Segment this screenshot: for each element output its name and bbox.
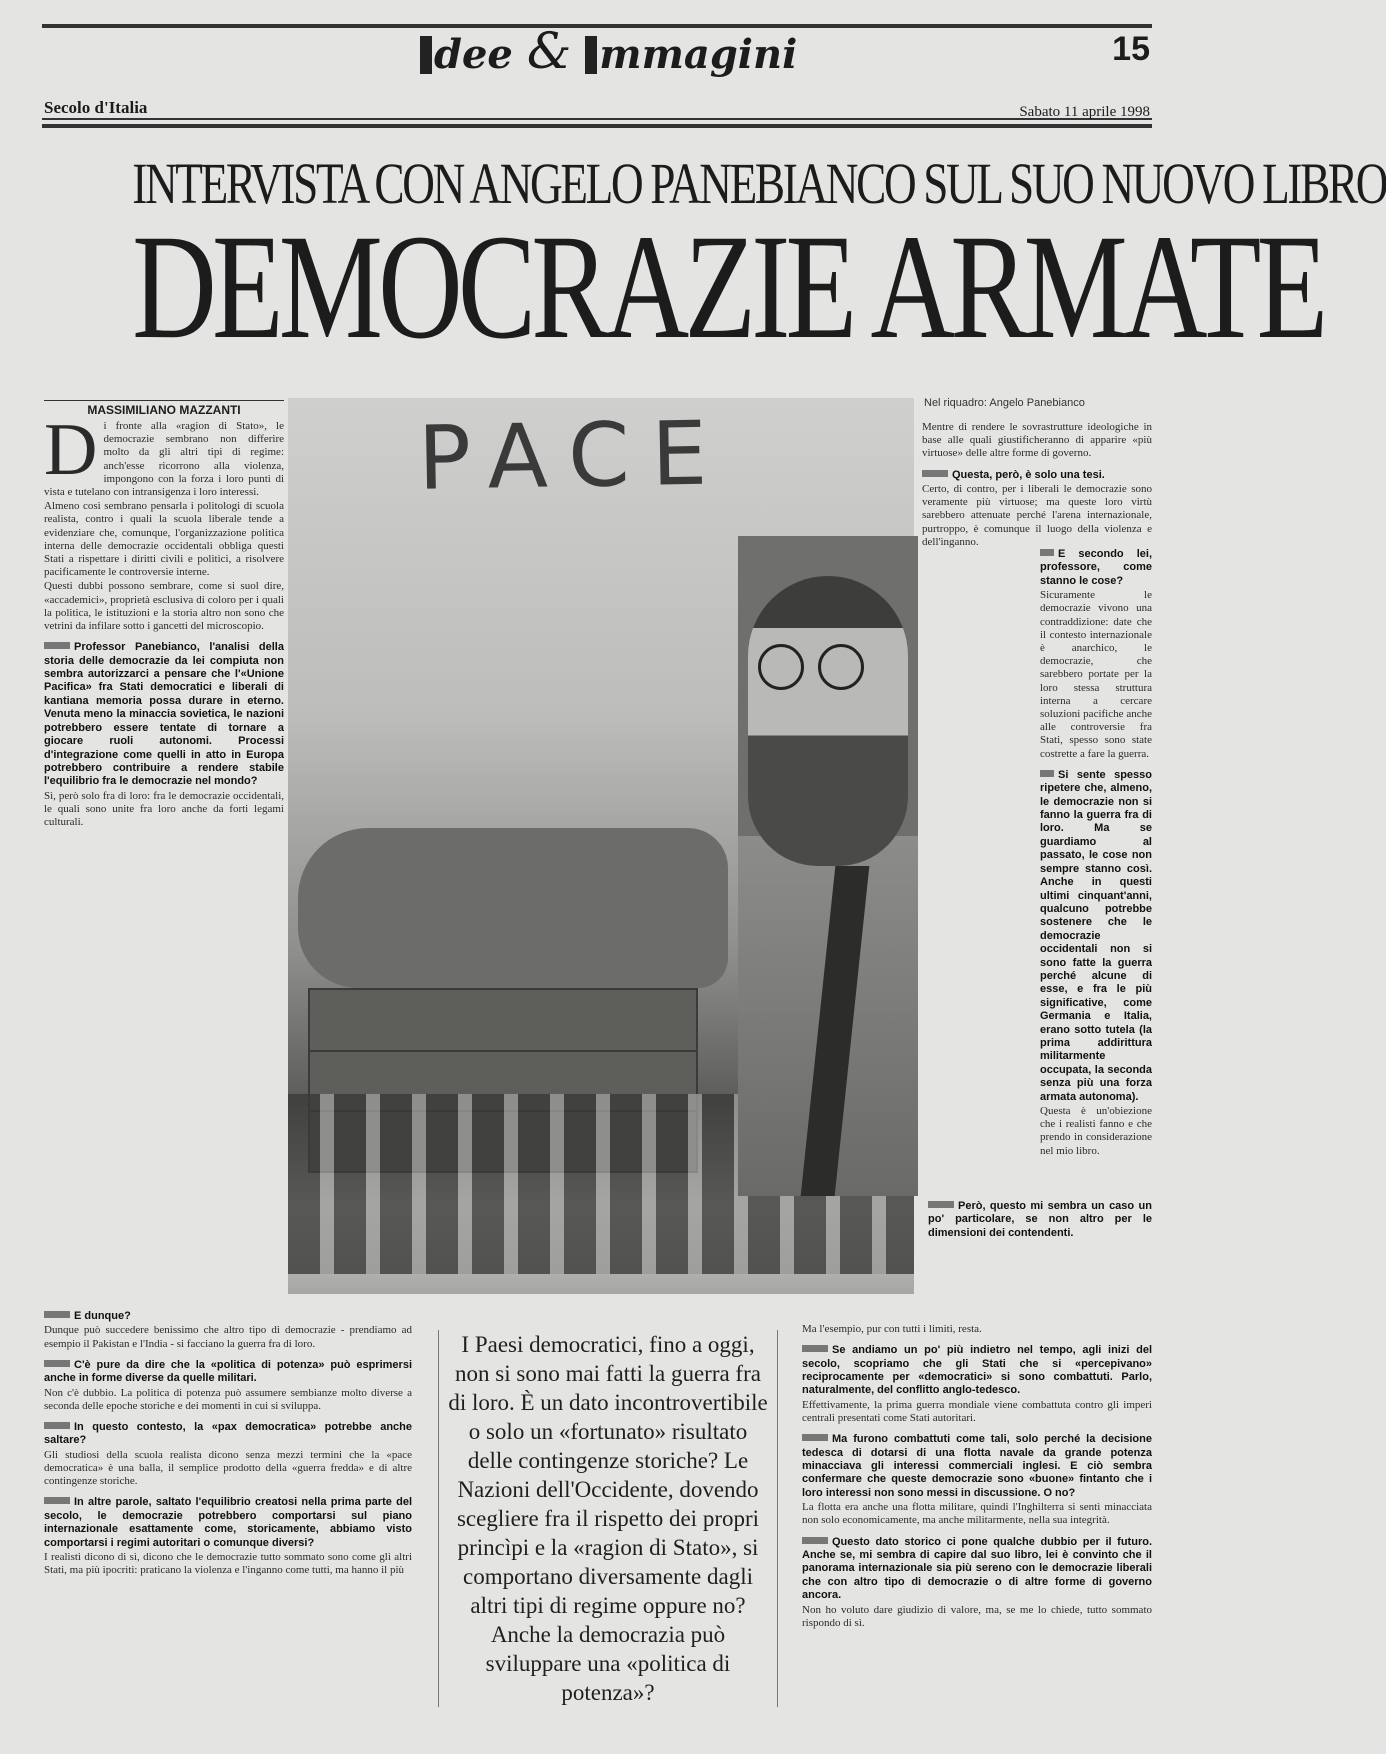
question-marker — [44, 642, 70, 649]
masthead-mid-rule — [42, 118, 1152, 120]
question-marker — [802, 1537, 828, 1544]
section-initial-bar — [420, 36, 432, 74]
glasses-icon — [758, 644, 878, 684]
issue-date: Sabato 11 aprile 1998 — [1019, 104, 1150, 120]
page-number: 15 — [1112, 30, 1150, 68]
question-text — [44, 1421, 412, 1448]
dropcap: D — [44, 409, 98, 491]
question-text — [922, 469, 1152, 482]
answer-text: Dunque può succedere benissimo che altro tipo di democrazie - prendiamo ad esempio il Pakistan e l'India - si facciano la guerra fra di loro. — [44, 1324, 412, 1350]
column-bottom-left — [44, 1302, 412, 1732]
question-text: Ma furono combattuti come tali, solo perché la decisione tedesca di dotarsi di una flotta navale da grande potenza minacciava gli interessi commerciali inglesi. E ciò sembra confermare che queste democrazie sono «buone» fintanto che i loro interessi non sono messi in discussione. O no? — [802, 1433, 1152, 1499]
question-marker — [922, 470, 948, 477]
pull-quote: I Paesi democratici, fino a oggi, non si sono mai fatti la guerra fra di loro. È un dato incontrovertibile o solo un «fortunato» risultato delle contingenze storiche? Le Nazioni dell'Occidente, dovendo scegliere fra il rispetto dei propri princìpi e la «ragion di Stato», si comportano diversamente dagli altri tipi di regime oppure no? Anche la democrazia può sviluppare una «politica di potenza»? — [438, 1330, 778, 1707]
section-word-1: dee — [434, 31, 513, 78]
question-marker — [44, 1360, 70, 1367]
question-marker — [802, 1434, 828, 1441]
question-text: Se andiamo un po' più indietro nel tempo, agli inizi del secolo, scopriamo che gli Stati che si «percepivano» reciprocamente per «democratici» si sono combattuti. Parlo, naturalmente, del conflitto anglo-tedesco. — [802, 1344, 1152, 1397]
article-byline: MASSIMILIANO MAZZANTI — [44, 400, 284, 417]
question-text: E secondo lei, professore, come stanno le cose? — [1040, 548, 1152, 587]
portrait-face — [748, 576, 908, 866]
answer-text: Certo, di contro, per i liberali le democrazie sono veramente più virtuose; ma queste loro virtù sarebbero attenuate perché l'arena internazionale, purtroppo, è comunque il luogo della violenza e dell'inganno. — [922, 483, 1152, 548]
photo-caption: Nel riquadro: Angelo Panebianco — [924, 397, 1085, 409]
section-ampersand: & — [526, 22, 572, 80]
question-text: C'è pure da dire che la «politica di potenza» può esprimersi anche in forme diverse da quelle militari. — [44, 1358, 412, 1385]
question-marker — [44, 1422, 70, 1429]
question-marker — [44, 1311, 70, 1318]
question-text: In questo contesto, la «pax democratica» potrebbe anche saltare? — [44, 1421, 412, 1447]
answer-text: Non c'è dubbio. La politica di potenza può assumere sembianze molto diverse a seconda delle epoche storiche e dei momenti in cui si sviluppa. — [44, 1386, 412, 1412]
question-marker — [802, 1345, 828, 1352]
answer-text: Almeno così sembrano pensarla i politologi di scuola realista, contro i quali la scuola liberale tende a evidenziare che, comunque, l'organizzazione politica interna delle democrazie occidentali obbliga questi Stati a rispettare i diritti civili e politici, a risolvere pacificamente le controversie interne. — [44, 500, 284, 579]
section-word-2: mmagini — [599, 31, 798, 78]
intro-paragraph: i fronte alla «ragion di Stato», le democrazie sembrano non differire molto da gli altri tipi di regime: anch'esse ricorrono alla violenza, impongono con la forza i loro punti di vista e tutelano con intransigenza i loro interessi. — [44, 420, 284, 499]
answer-text: Non ho voluto dare giudizio di valore, ma, se me lo chiede, tutto sommato rispondo di sì. — [802, 1603, 1152, 1629]
answer-text: Questi dubbi possono sembrare, come si suol dire, «accademici», proprietà esclusiva di coloro per i quali la politica, le istituzioni e la storia altro non sono che vetrini da infilare sotto i gancetti del microscopio. — [44, 580, 284, 633]
question-text — [1040, 769, 1152, 1104]
column-right-narrow — [1040, 540, 1152, 1186]
question-marker — [928, 1201, 954, 1208]
answer-text: Gli studiosi della scuola realista dicono senza mezzi termini che la «pace democratica» è una balla, il semplice prodotto della «guerra fredda» e di altre contingenze storiche. — [44, 1448, 412, 1488]
answer-text: Questa è un'obiezione che i realisti fanno e che prendo in considerazione nel mio libro. — [1040, 1105, 1152, 1157]
answer-text: Sicuramente le democrazie vivono una contraddizione: date che il contesto internazionale è anarchico, le democrazie, che sarebbero portate per la loro stessa struttura interna a cercare soluzioni pacifiche anche alle controversie fra Stati, spesso sono state costrette a fare la guerra. — [1040, 589, 1152, 760]
answer-text: I realisti dicono di sì, dicono che le democrazie tutto sommato sono come gli altri Stati, ma più ipocriti: praticano la violenza e l'inganno come tutti, ma hanno il più — [44, 1551, 412, 1577]
question-marker — [1040, 549, 1054, 556]
section-initial-bar-2 — [585, 36, 597, 74]
answer-text: Mentre di rendere le sovrastrutture ideologiche in base alle quali giustificheranno di apparire «più virtuose» delle altre forme di governo. — [922, 421, 1152, 460]
paper-name: Secolo d'Italia — [44, 98, 148, 117]
sleeping-figure — [298, 828, 728, 988]
question-text: Si sente spesso ripetere che, almeno, le democrazie non si fanno la guerra fra di loro. Ma se guardiamo al passato, le cose non sempre stanno così. Anche in questi ultimi cinquant'anni, qualcuno potrebbe sostenere che le democrazie occidentali non si sono fatte la guerra perché alcune di esse, e fra le più significative, come Germania e Italia, erano sotto tutela (la prima addirittura militarmente occupata, la seconda senza più una forza armata autonoma). — [1040, 768, 1152, 1103]
answer-text: La flotta era anche una flotta militare, quindi l'Inghilterra si sentì minacciata non solo economicamente, ma anche militarmente, nella sua integrità. — [802, 1501, 1152, 1527]
section-title — [420, 22, 797, 80]
article-headline: DEMOCRAZIE ARMATE — [132, 204, 1324, 370]
answer-text: Sì, però solo fra di loro: fra le democrazie occidentali, le quali sono unite fra loro anche da forti legami culturali. — [44, 789, 284, 829]
question-text — [928, 1200, 1152, 1240]
pace-graffiti: PACE — [417, 401, 731, 510]
question-text — [44, 1496, 412, 1550]
question-text — [44, 1359, 412, 1386]
masthead-bottom-rule — [42, 124, 1152, 128]
question-marker — [1040, 770, 1054, 777]
question-text: Però, questo mi sembra un caso un po' particolare, se non altro per le dimensioni dei contendenti. — [928, 1200, 1152, 1239]
question-text: E dunque? — [74, 1310, 131, 1322]
question-text — [802, 1344, 1152, 1398]
answer-text: Ma l'esempio, pur con tutti i limiti, resta. — [802, 1323, 982, 1335]
question-text: Professor Panebianco, l'analisi della storia delle democrazie da lei compiuta non sembra autorizzarci a pensare che l'«Unione Pacifica» fra Stati democratici e liberali di kantiana memoria possa durare in eterno. Venuta meno la minaccia sovietica, le nazioni potrebbero essere tentate di tornare a giocare ruoli autonomi. Processi d'integrazione come quelli in atto in Europa potrebbero contribuire a rendere stabile l'equilibrio fra le democrazie nel mondo? — [44, 641, 284, 788]
question-text: Questa, però, è solo una tesi. — [952, 468, 1105, 481]
question-text — [44, 641, 284, 788]
question-text: In altre parole, saltato l'equilibrio creatosi nella prima parte del secolo, le democrazie potrebbero comportarsi sul piano internazionale esattamente come, storicamente, abbiamo visto comportarsi i regimi autoritari o comunque diversi? — [44, 1496, 412, 1549]
column-right-bottom — [928, 1192, 1152, 1302]
article-kicker: INTERVISTA CON ANGELO PANEBIANCO SUL SUO NUOVO LIBRO — [132, 151, 1386, 216]
column-right-top — [922, 420, 1152, 548]
answer-text: Effettivamente, la prima guerra mondiale viene combattuta contro gli imperi centrali presentati come Stati autoritari. — [802, 1398, 1152, 1425]
question-text — [802, 1536, 1152, 1603]
question-text — [802, 1433, 1152, 1500]
question-text: Questo dato storico ci pone qualche dubbio per il futuro. Anche se, mi sembra di capire dal suo libro, lei è convinto che il panorama internazionale sia più sereno con le democrazie liberali che con altro tipo di democrazie o di altre forme di governo ancora. — [802, 1535, 1152, 1602]
portrait-photo — [738, 536, 918, 1190]
question-text — [1040, 548, 1152, 588]
column-bottom-right — [802, 1322, 1152, 1732]
question-marker — [44, 1497, 70, 1504]
question-text — [44, 1310, 412, 1323]
